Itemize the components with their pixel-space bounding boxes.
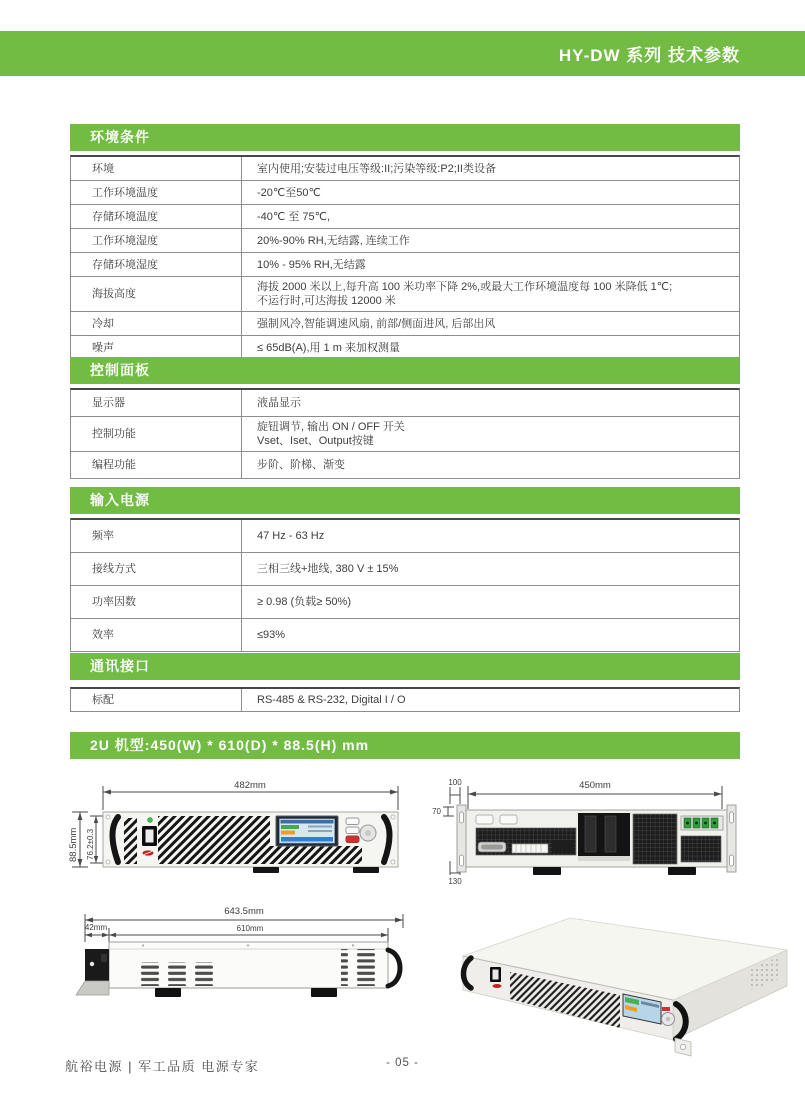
row-label: 显示器	[71, 390, 242, 416]
row-label: 工作环境湿度	[71, 229, 242, 252]
model-banner: 2U 机型:450(W) * 610(D) * 88.5(H) mm	[70, 732, 740, 759]
section-header-input-power	[70, 487, 740, 514]
table-row	[71, 228, 739, 252]
rear-dim-left-label: 70	[432, 807, 441, 816]
panel-button	[346, 818, 359, 825]
front-inner-height-label: 76.2±0.3	[86, 828, 95, 860]
row-value: 旋钮调节, 输出 ON / OFF 开关 Vset、Iset、Output按键	[257, 421, 405, 447]
power-led	[148, 818, 153, 823]
interface-module	[552, 840, 574, 853]
row-value: ≥ 0.98 (负载≥ 50%)	[257, 596, 351, 608]
rear-connector-block	[85, 949, 109, 981]
section-title: 控制面板	[90, 362, 150, 378]
side-body-depth-label: 610mm	[236, 924, 264, 933]
rear-dim-bottom-label: 130	[448, 877, 462, 886]
table-row	[71, 520, 739, 552]
foot	[155, 988, 181, 997]
row-label: 存储环境湿度	[71, 253, 242, 276]
vent-grid	[633, 814, 677, 864]
input-power-table	[70, 518, 740, 652]
table-row	[71, 204, 739, 228]
table-row	[71, 416, 739, 451]
section-header-control-panel	[70, 357, 740, 384]
row-value: 三相三线+地线, 380 V ± 15%	[257, 563, 399, 575]
row-label: 冷却	[71, 312, 242, 335]
product-photo-perspective	[435, 888, 805, 1068]
table-row	[71, 689, 739, 711]
row-label: 工作环境温度	[71, 181, 242, 204]
row-label: 环境	[71, 157, 242, 180]
rear-chassis	[457, 805, 736, 875]
front-height-label: 88.5mm	[68, 827, 79, 862]
output-button	[662, 1007, 670, 1011]
table-row	[71, 451, 739, 478]
row-value: ≤93%	[257, 629, 286, 641]
signal-terminal-block	[681, 816, 723, 830]
table-row	[71, 585, 739, 618]
row-label: 标配	[71, 689, 242, 711]
row-value: 室内使用;安装过电压等级:II;污染等级:P2;II类设备	[257, 162, 496, 175]
panel-button	[346, 827, 359, 834]
row-label: 效率	[71, 619, 242, 651]
front-width-label: 482mm	[234, 780, 266, 791]
busbar-terminals	[578, 813, 630, 861]
rack-ear	[675, 1038, 691, 1056]
foot	[668, 867, 696, 875]
chassis-3d	[463, 918, 787, 1056]
environment-table	[70, 155, 740, 360]
front-view-diagram	[58, 776, 440, 904]
row-label: 控制功能	[71, 417, 242, 451]
side-total-depth-label: 643.5mm	[224, 906, 264, 917]
section-title: 输入电源	[90, 492, 150, 508]
vent-grid	[681, 836, 721, 862]
row-value: ≤ 65dB(A),用 1 m 来加权测量	[257, 341, 400, 354]
rear-view-diagram	[428, 776, 805, 904]
row-value: -20℃至50℃	[257, 186, 321, 199]
table-row	[71, 180, 739, 204]
vent-grille	[270, 846, 362, 864]
table-row	[71, 252, 739, 276]
row-value: 20%-90% RH,无结露, 连续工作	[257, 234, 410, 247]
rear-dim-top-label: 100	[448, 778, 462, 787]
output-button	[346, 836, 359, 843]
foot	[533, 867, 561, 875]
rear-bracket	[76, 981, 109, 995]
foot	[311, 988, 337, 997]
section-title: 环境条件	[90, 129, 150, 145]
side-chassis	[76, 942, 400, 997]
row-value: 液晶显示	[257, 397, 301, 409]
foot	[253, 867, 279, 873]
front-chassis	[103, 812, 398, 873]
row-value: 步阶、阶梯、渐变	[257, 459, 345, 471]
row-value: 海拔 2000 米以上,每升高 100 米功率下降 2%,或最大工作环境温度每 100 米降低 1℃; 不运行时,可达海拔 12000 米	[257, 281, 673, 307]
table-row	[71, 335, 739, 359]
section-title: 通讯接口	[90, 658, 150, 674]
side-view-diagram	[58, 902, 440, 1042]
brand-logo	[493, 984, 502, 988]
row-label: 功率因数	[71, 586, 242, 618]
terminal-strip	[512, 844, 548, 853]
row-label: 海拔高度	[71, 277, 242, 311]
foot	[353, 867, 379, 873]
table-row	[71, 390, 739, 416]
row-value: 10% - 95% RH,无结露	[257, 258, 366, 271]
vent-grille	[124, 818, 137, 864]
row-label: 存储环境温度	[71, 205, 242, 228]
row-value: -40℃ 至 75℃,	[257, 210, 331, 223]
section-header-communication	[70, 653, 740, 680]
section-header-environment	[70, 124, 740, 151]
row-value: 强制风冷,智能调速风扇, 前部/侧面进风, 后部出风	[257, 317, 496, 330]
page-number: - 05 -	[386, 1057, 419, 1069]
control-panel-table	[70, 388, 740, 479]
row-value: RS-485 & RS-232, Digital I / O	[257, 694, 406, 706]
row-label: 编程功能	[71, 452, 242, 478]
table-row	[71, 311, 739, 335]
page-title: HY-DW 系列 技术参数	[558, 46, 740, 65]
rear-width-label: 450mm	[579, 780, 611, 791]
footer-brand: 航裕电源 | 军工品质 电源专家	[65, 1059, 260, 1074]
communication-table	[70, 687, 740, 712]
row-label: 频率	[71, 520, 242, 552]
side-handle-depth-label: 42mm	[84, 923, 108, 932]
table-row	[71, 276, 739, 311]
vent-slots	[341, 949, 383, 986]
row-label: 接线方式	[71, 553, 242, 585]
lcd-display	[276, 816, 338, 846]
table-row	[71, 618, 739, 651]
front-handle	[388, 950, 400, 986]
table-row	[71, 157, 739, 180]
row-label: 噪声	[71, 336, 242, 359]
table-row	[71, 552, 739, 585]
brand-logo	[143, 850, 154, 855]
page-header-bar	[0, 31, 805, 76]
row-value: 47 Hz - 63 Hz	[257, 530, 325, 542]
vent-grille	[158, 816, 270, 864]
vent-slots	[132, 962, 214, 986]
